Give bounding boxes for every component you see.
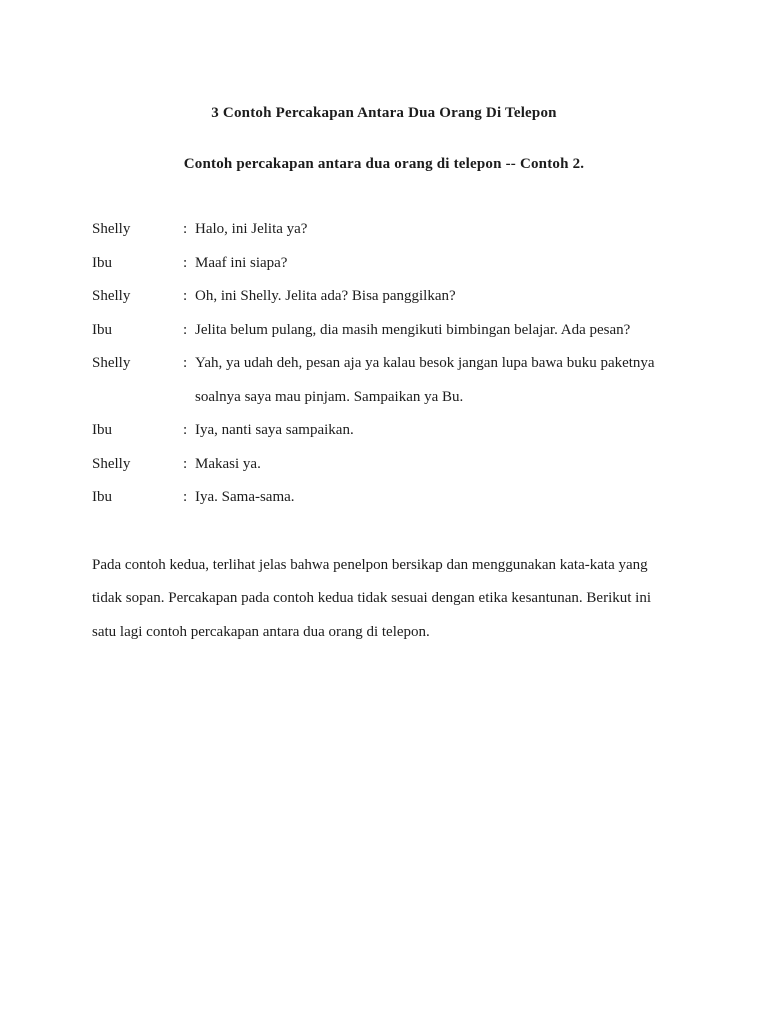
document-subtitle: Contoh percakapan antara dua orang di telepon -- Contoh 2. xyxy=(183,156,585,172)
utterance-text: Iya. Sama-sama. xyxy=(195,489,295,505)
utterance-text: Yah, ya udah deh, pesan aja ya kalau besok jangan lupa bawa buku paketnya xyxy=(195,355,655,371)
speaker-name: Ibu xyxy=(92,321,112,338)
speaker-name: Ibu xyxy=(92,489,112,505)
dialogue-row xyxy=(92,347,676,381)
paragraph-line: satu lagi contoh percakapan antara dua orang di telepon. xyxy=(92,623,430,640)
dialogue-section xyxy=(92,213,676,515)
utterance-text: soalnya saya mau pinjam. Sampaikan ya Bu. xyxy=(195,388,464,405)
speaker-name: Shelly xyxy=(92,288,131,304)
dialogue-row xyxy=(92,414,676,448)
colon-separator xyxy=(183,381,195,415)
colon-separator: : xyxy=(183,489,188,505)
paragraph-line: tidak sopan. Percakapan pada contoh kedua tidak sesuai dengan etika kesantunan. Berikut ini xyxy=(92,590,651,606)
dialogue-row xyxy=(92,481,676,515)
dialogue-row xyxy=(92,213,676,247)
dialogue-row xyxy=(92,448,676,482)
closing-paragraph xyxy=(92,549,676,650)
dialogue-row xyxy=(92,247,676,281)
colon-separator: : xyxy=(183,422,188,438)
speaker-name: Shelly xyxy=(92,455,131,472)
colon-separator: : xyxy=(183,254,188,271)
colon-separator: : xyxy=(183,455,188,472)
dialogue-row xyxy=(92,280,676,314)
speaker-name xyxy=(92,381,183,415)
dialogue-row xyxy=(92,314,676,348)
utterance-text: Maaf ini siapa? xyxy=(195,254,288,271)
speaker-name: Shelly xyxy=(92,355,131,371)
colon-separator: : xyxy=(183,288,188,304)
paragraph-line: Pada contoh kedua, terlihat jelas bahwa penelpon bersikap dan menggunakan kata-kata yang xyxy=(92,556,648,573)
speaker-name: Ibu xyxy=(92,422,112,438)
utterance-text: Jelita belum pulang, dia masih mengikuti bimbingan belajar. Ada pesan? xyxy=(195,321,631,338)
colon-separator: : xyxy=(183,221,188,237)
colon-separator: : xyxy=(183,355,188,371)
speaker-name: Ibu xyxy=(92,254,112,271)
speaker-name: Shelly xyxy=(92,221,131,237)
dialogue-row-continuation xyxy=(92,381,676,415)
utterance-text: Makasi ya. xyxy=(195,455,261,472)
document-title: 3 Contoh Percakapan Antara Dua Orang Di Telepon xyxy=(211,105,557,121)
colon-separator: : xyxy=(183,321,188,338)
utterance-text: Iya, nanti saya sampaikan. xyxy=(195,422,354,438)
utterance-text: Halo, ini Jelita ya? xyxy=(195,221,308,237)
utterance-text: Oh, ini Shelly. Jelita ada? Bisa panggilkan? xyxy=(195,288,456,304)
